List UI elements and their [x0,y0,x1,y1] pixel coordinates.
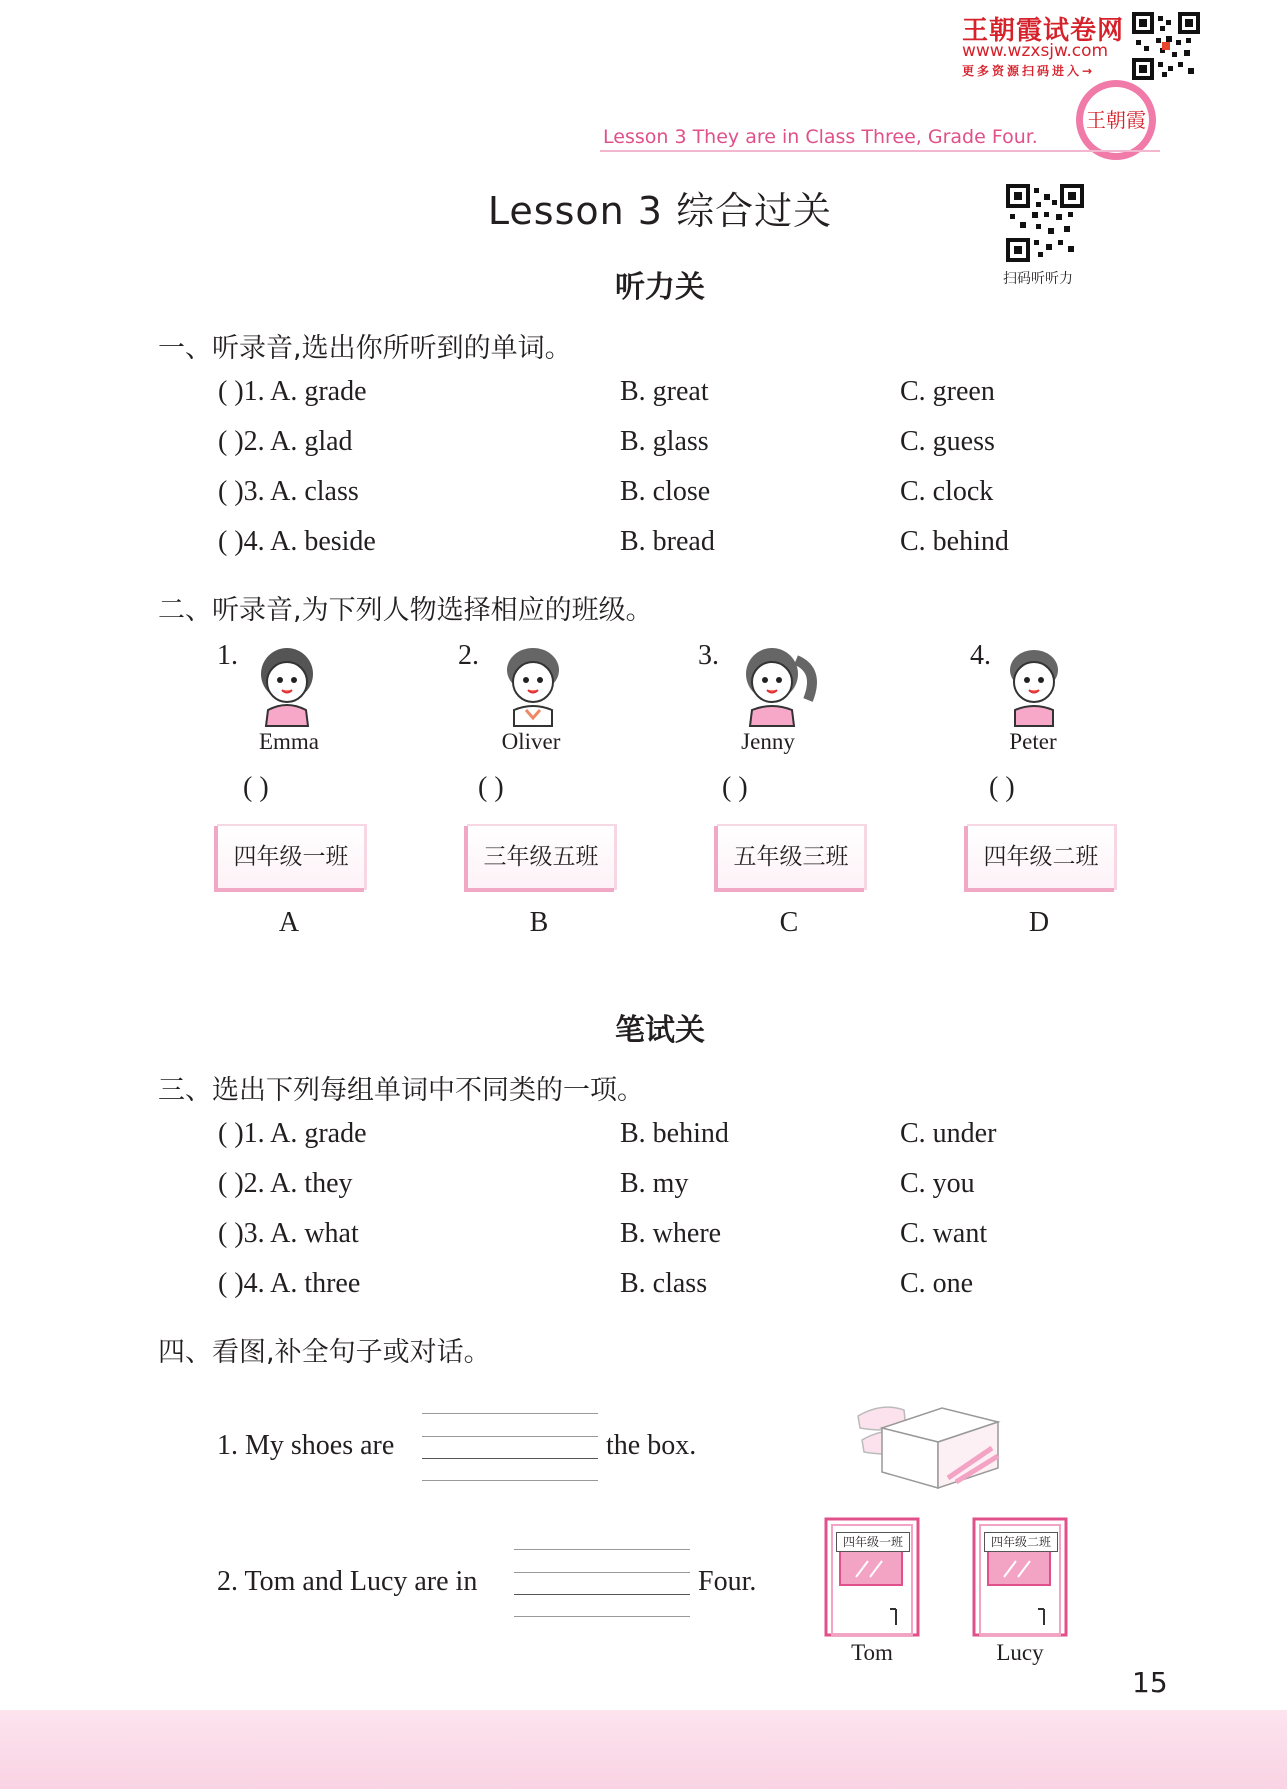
class-letter: B [529,907,549,938]
class-card: 四年级二班 [964,826,1114,892]
part3-question: ( )2. A. they [218,1168,353,1199]
part3-option-b: B. my [620,1168,689,1199]
person-number: 4. [970,640,991,671]
class-card: 五年级三班 [714,826,864,892]
person-number: 3. [698,640,719,671]
answer-paren[interactable]: ( ) [243,772,269,803]
header-divider [600,150,1160,152]
guide-line [514,1616,690,1617]
scan-listening-label: 扫码听听力 [1003,271,1073,287]
brand-url: www.wzxsjw.com [962,41,1109,61]
class-letter: A [278,907,300,938]
part3-option-c: C. one [900,1268,974,1299]
guide-line [514,1549,690,1550]
part1-option-b: B. bread [620,526,715,557]
class-letter: C [779,907,799,938]
part1-option-c: C. behind [900,526,1009,557]
lesson-header-line: Lesson 3 They are in Class Three, Grade Four. [603,126,1038,148]
brand-title: 王朝霞试卷网 [962,16,1125,46]
boy-oliver-icon [492,640,574,728]
part1-option-c: C. green [900,376,995,407]
sentence2-end: Four. [698,1566,757,1597]
part3-option-b: B. behind [620,1118,729,1149]
part3-question: ( )3. A. what [218,1218,359,1249]
brand-seal-text: 王朝霞 [1083,87,1149,153]
part3-heading: 三、选出下列每组单词中不同类的一项。 [158,1075,644,1106]
writing-section-title: 笔试关 [615,1013,705,1048]
answer-paren[interactable]: ( ) [478,772,504,803]
class-card: 四年级一班 [214,826,364,892]
answer-paren[interactable]: ( ) [722,772,748,803]
part1-option-c: C. guess [900,426,995,457]
part3-option-c: C. you [900,1168,975,1199]
person-name: Oliver [501,729,561,754]
page-title: Lesson 3 综合过关 [487,189,833,233]
part1-option-b: B. close [620,476,711,507]
part3-option-b: B. class [620,1268,708,1299]
girl-emma-icon [246,640,328,728]
part1-option-b: B. great [620,376,709,407]
listening-section-title: 听力关 [615,270,705,305]
footer-band [0,1710,1287,1789]
answer-paren[interactable]: ( ) [989,772,1015,803]
part3-question: ( )1. A. grade [218,1118,367,1149]
part3-question: ( )4. A. three [218,1268,361,1299]
part1-question: ( )4. A. beside [218,526,376,557]
girl-jenny-icon [728,640,828,728]
part3-option-c: C. want [900,1218,988,1249]
part2-heading: 二、听录音,为下列人物选择相应的班级。 [158,595,653,626]
guide-line [422,1480,598,1481]
guide-line [422,1436,598,1437]
part1-option-c: C. clock [900,476,994,507]
part1-question: ( )2. A. glad [218,426,353,457]
door-name: Lucy [996,1640,1044,1665]
sentence1-end: the box. [606,1430,697,1461]
brand-more-text: 更多资源扫码进入→ [962,64,1096,78]
part3-option-b: B. where [620,1218,722,1249]
answer-blank-1[interactable] [422,1458,598,1459]
part1-option-b: B. glass [620,426,709,457]
qr-code-icon[interactable] [1132,12,1200,80]
part3-option-c: C. under [900,1118,997,1149]
door-name: Tom [851,1640,893,1665]
part1-question: ( )1. A. grade [218,376,367,407]
class-letter: D [1028,907,1050,938]
part4-heading: 四、看图,补全句子或对话。 [158,1337,491,1368]
guide-line [422,1413,598,1414]
answer-blank-2[interactable] [514,1594,690,1595]
part1-question: ( )3. A. class [218,476,359,507]
door-sign: 四年级二班 [984,1532,1058,1552]
person-name: Emma [258,729,320,754]
person-number: 2. [458,640,479,671]
person-number: 1. [217,640,238,671]
listening-qr-code-icon[interactable] [1006,184,1084,262]
sentence2-start: 2. Tom and Lucy are in [217,1566,478,1597]
boy-peter-icon [993,640,1075,728]
part1-heading: 一、听录音,选出你所听到的单词。 [158,333,572,364]
door-sign: 四年级一班 [836,1532,910,1552]
guide-line [514,1572,690,1573]
class-card: 三年级五班 [464,826,614,892]
shoes-beside-box-icon [852,1398,1002,1490]
page-number: 15 [1132,1666,1168,1699]
person-name: Peter [1009,729,1057,754]
sentence1-start: 1. My shoes are [217,1430,395,1461]
person-name: Jenny [741,729,795,754]
